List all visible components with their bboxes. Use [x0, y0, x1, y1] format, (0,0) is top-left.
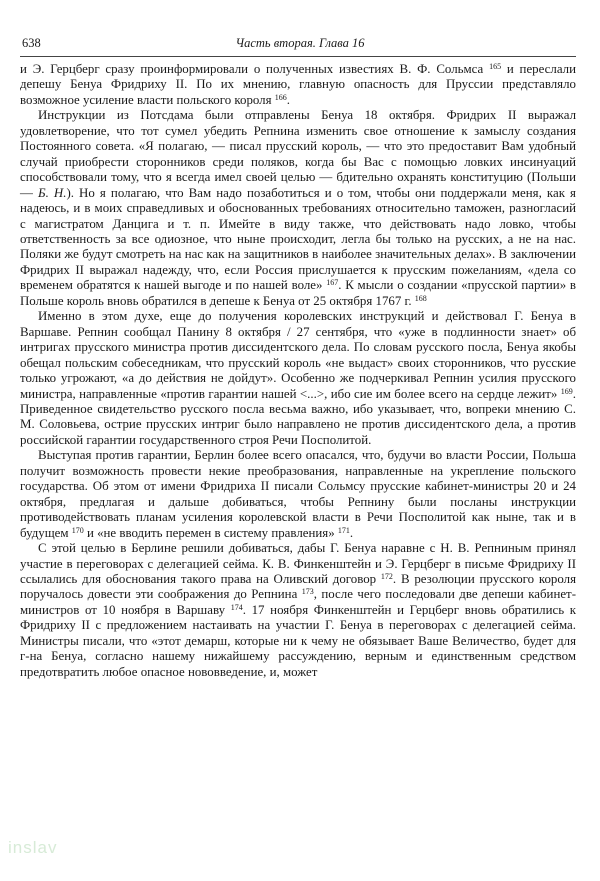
- page-number: 638: [22, 36, 41, 50]
- footnote-ref: 171: [337, 525, 350, 535]
- text-run: . К мысли о создании «прусской партии» в Польше король вновь обратился в депеше к Бенуа от 25 октября 1767 г.: [20, 278, 576, 308]
- text-run: , после чего последовали две депеши кабинет-министров от 10 ноября в Варшаву: [20, 587, 576, 617]
- footnote-ref: 166: [274, 92, 287, 102]
- running-title: Часть вторая. Глава 16: [235, 36, 365, 50]
- body-text: [20, 62, 576, 680]
- text-run: и «не вводить перемен в систему правления»: [83, 525, 338, 540]
- text-run: .: [349, 525, 354, 540]
- text-run: С этой целью в Берлине решили добиваться, дабы Г. Бенуа наравне с Н. В. Репниным принял участие в переговорах с делегацией сейма. К. В. Финкенштейн и Э. Герцберг в письме Фридриху II ссылались для обоснования такого права на Оливский договор: [20, 541, 576, 586]
- footnote-ref: 167: [326, 278, 339, 288]
- italic-text: Б. Н.: [37, 185, 67, 200]
- text-run: и Э. Герцберг сразу проинформировали о полученных известиях В. Ф. Сольмса: [20, 62, 490, 76]
- footnote-ref: 172: [380, 571, 393, 581]
- footnote-ref: 165: [489, 62, 502, 71]
- footnote-ref: 170: [71, 525, 84, 535]
- paragraph: [20, 309, 576, 448]
- text-run: Инструкции из Потсдама были отправлены Бенуа 18 октября. Фридрих II выражал удовлетворение, что тот сумел убедить Репнина изменить свое отношение к замыслу создания Постоянного совета. «Я полагаю, — писал прусский король, — что это предоставит Вам удобный случай приобрести сторонников среди поляков, когда бы Вас с помощью ловких инсинуаций способствовали тому, что я всегда имел своей целью — бдительно охранять конституцию (Польши —: [20, 108, 576, 200]
- text-run: . В резолюции прусского короля поручалось довести эти соображения до Репнина: [20, 571, 577, 602]
- text-run: ). Но я полагаю, что Вам надо позаботиться и о том, чтобы они поддержали меня, как я надеюсь, и в моих справедливых и обоснованных требованиях относительно таможен, разногласий с магистратом Данцига и т. п. Имейте в виду также, что действовать надо ловко, чтобы ответственность за все одиозное, что ныне происходит, легла бы только на русских, а не на нас. Поляки же будут смотреть на нас как на защитников в наиболее значительных делах». В заключении Фридрих II выражал надежду, что, если Россия прислушается к прусским пожеланиям, «дела со временем обратятся к нашей выгоде и по нашей воле»: [20, 185, 576, 293]
- footnote-ref: 168: [414, 293, 427, 303]
- text-run: . Приведенное свидетельство русского посла весьма важно, ибо указывает, что, вопреки мнению С. М. Соловьева, острие прусских интриг было направлено не против диссидентского дела, а против российской гарантии государственного строя Речи Посполитой.: [20, 386, 576, 447]
- footnote-ref: 173: [301, 587, 314, 597]
- page-header: [22, 36, 578, 54]
- text-run: и переслали депешу Бенуа Фридриху II. По их мнению, главную опасность для Пруссии представляло возможное усиление власти польского короля: [20, 62, 576, 107]
- text-run: Выступая против гарантии, Берлин более всего опасался, что, будучи во власти России, Польша получит возможность провести некие преобразования, направленные на укрепление польского государства. Об этом от имени Фридриха II писали Сольмсу прусские кабинет-министры 20 и 24 октября, предлагая и дальше добиваться, чтобы Репнину были посланы инструкции противодействовать планам усиления королевской власти в Речи Посполитой как ныне, так и в будущем: [20, 448, 576, 540]
- paragraph: [20, 448, 576, 541]
- text-run: . 17 ноября Финкенштейн и Герцберг вновь обратились к Фридриху II с предложением настаивать на участии Г. Бенуа в переговорах с делегацией сейма. Министры писали, что «этот демарш, которые ни к чему не обязывает Ваше Величество, будет для г-на Бенуа, согласно нашему нижайшему рассуждению, верным и единственным средством предотвратить любое опасное нововведение, и, может: [20, 602, 577, 679]
- footnote-ref: 174: [230, 602, 243, 612]
- paragraph: [20, 108, 576, 309]
- text-run: Именно в этом духе, еще до получения королевских инструкций и действовал Г. Бенуа в Варшаве. Репнин сообщал Панину 8 октября / 27 сентября, что «уже в подлинности знает» об интригах прусского министра против диссидентского дела. По словам русского посла, Бенуа якобы обещал польским собеседникам, что прусский король «не выдаст» своих сторонников, что русские только угрожают, «а до действия не дойдут». Особенно же подчеркивал Репнин усилия прусского министра, направленные «против гарантии нашей <...>, ибо сие им более всего на сердце лежит»: [20, 309, 576, 401]
- paragraph: [20, 62, 576, 108]
- watermark: inslav: [8, 838, 58, 857]
- text-run: .: [286, 92, 290, 107]
- paragraph: [20, 541, 576, 680]
- footnote-ref: 169: [560, 386, 573, 396]
- header-rule: [20, 56, 576, 57]
